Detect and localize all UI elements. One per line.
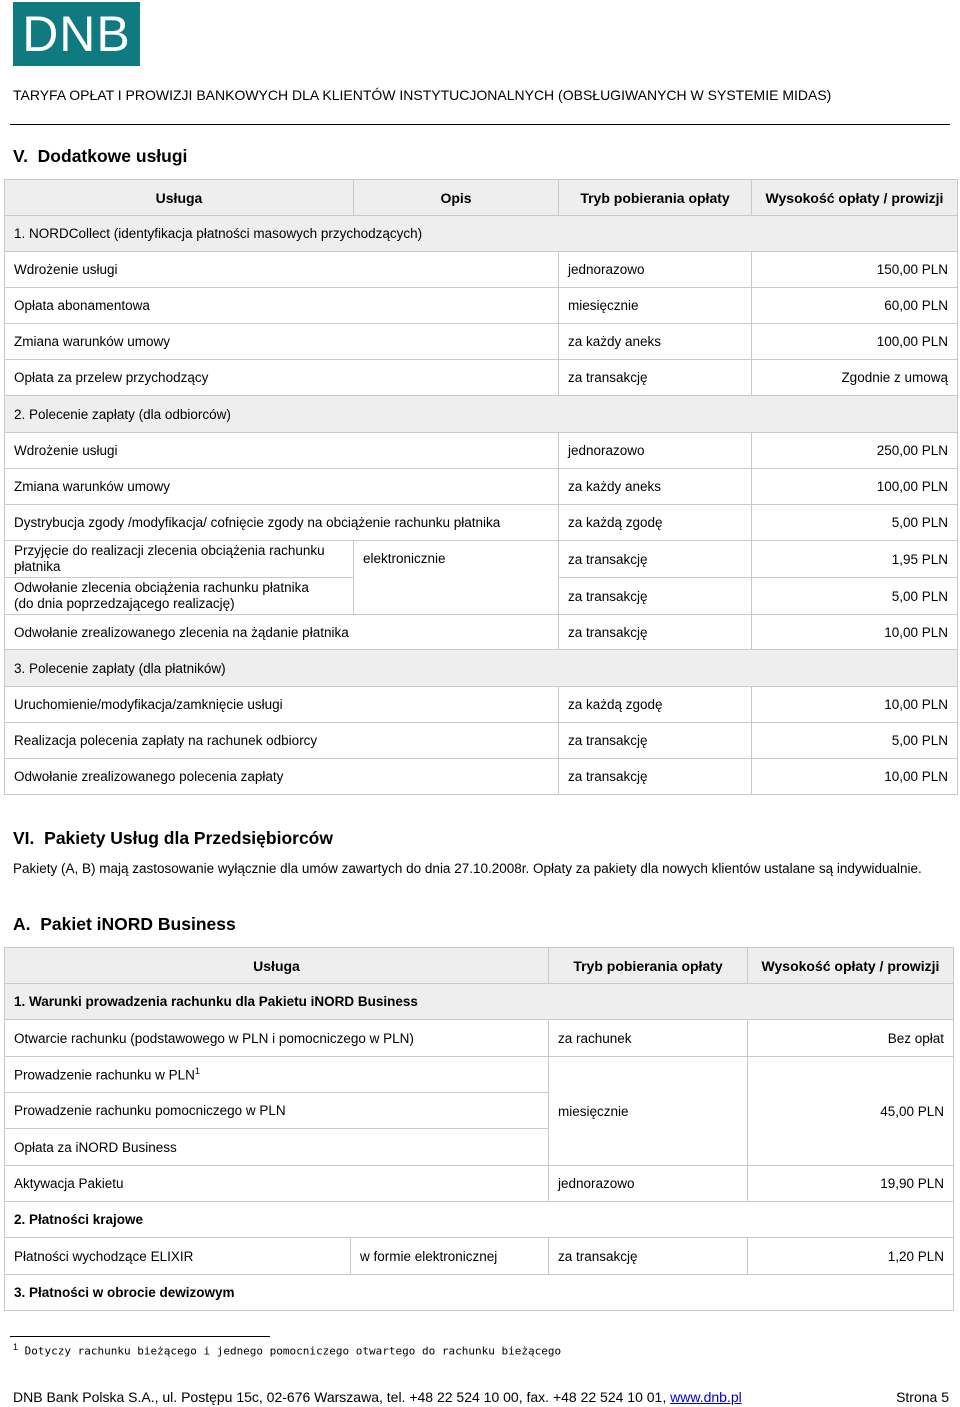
footnote-divider xyxy=(10,1336,270,1337)
group-title: 2. Polecenie zapłaty (dla odbiorców) xyxy=(5,396,958,433)
service-cell: Płatności wychodzące ELIXIR xyxy=(5,1238,351,1275)
amount-cell: 5,00 PLN xyxy=(752,505,958,541)
service-cell: Opłata za przelew przychodzący xyxy=(5,360,559,396)
section-vi-heading xyxy=(13,828,333,849)
table-row xyxy=(5,469,958,505)
service-line: (do dnia poprzedzającego realizację) xyxy=(14,596,235,611)
amount-cell: 10,00 PLN xyxy=(752,615,958,650)
footnote-text: Dotyczy rachunku bieżącego i jednego pomocniczego otwartego do rachunku bieżącego xyxy=(24,1344,562,1358)
col-header-description: Opis xyxy=(354,180,559,216)
amount-cell: 5,00 PLN xyxy=(752,723,958,759)
amount-cell: 19,90 PLN xyxy=(748,1166,954,1202)
col-header-amount: Wysokość opłaty / prowizji xyxy=(748,948,954,984)
description-cell: w formie elektronicznej xyxy=(351,1238,549,1275)
website-link[interactable]: www.dnb.pl xyxy=(670,1389,742,1405)
table-row xyxy=(5,541,958,578)
mode-cell: za transakcję xyxy=(559,541,752,578)
table-row xyxy=(5,1166,954,1202)
amount-cell: 1,95 PLN xyxy=(752,541,958,578)
table-row xyxy=(5,687,958,723)
section-title: Dodatkowe usługi xyxy=(37,146,188,166)
service-cell: Otwarcie rachunku (podstawowego w PLN i pomocniczego w PLN) xyxy=(5,1020,549,1057)
amount-cell: 10,00 PLN xyxy=(752,687,958,723)
subsection-a-heading xyxy=(13,914,236,935)
col-header-service: Usługa xyxy=(5,948,549,984)
footnote-marker: 1 xyxy=(194,1066,200,1077)
footer-address xyxy=(13,1389,742,1405)
mode-cell: za każdą zgodę xyxy=(559,687,752,723)
dnb-logo: DNB xyxy=(13,2,140,66)
section-number: V. xyxy=(13,146,28,166)
document-title: TARYFA OPŁAT I PROWIZJI BANKOWYCH DLA KLIENTÓW INSTYTUCJONALNYCH (OBSŁUGIWANYCH W SYSTEMIE MIDAS) xyxy=(13,87,832,103)
mode-cell: jednorazowo xyxy=(559,252,752,288)
service-line: Przyjęcie do realizacji zlecenia obciążenia rachunku xyxy=(14,543,325,558)
group-title: 3. Polecenie zapłaty (dla płatników) xyxy=(5,650,958,687)
table-header-row xyxy=(5,180,958,216)
service-cell: Odwołanie zrealizowanego polecenia zapłaty xyxy=(5,759,559,795)
service-label: Prowadzenie rachunku w PLN xyxy=(14,1067,195,1083)
subsection-number: A. xyxy=(13,914,31,934)
section-number: VI. xyxy=(13,828,35,848)
col-header-amount: Wysokość opłaty / prowizji xyxy=(752,180,958,216)
service-cell: Uruchomienie/modyfikacja/zamknięcie usługi xyxy=(5,687,559,723)
group-title: 3. Płatności w obrocie dewizowym xyxy=(5,1275,954,1311)
service-cell: Prowadzenie rachunku pomocniczego w PLN xyxy=(5,1093,549,1129)
amount-cell: 45,00 PLN xyxy=(748,1057,954,1166)
mode-cell: za transakcję xyxy=(559,360,752,396)
table-row xyxy=(5,1020,954,1057)
amount-cell: 250,00 PLN xyxy=(752,433,958,469)
page-number: Strona 5 xyxy=(896,1389,949,1405)
mode-cell: za rachunek xyxy=(549,1020,748,1057)
group-row xyxy=(5,1275,954,1311)
mode-cell: za każdy aneks xyxy=(559,324,752,360)
group-row xyxy=(5,1202,954,1238)
col-header-mode: Tryb pobierania opłaty xyxy=(549,948,748,984)
header-divider xyxy=(10,124,950,125)
group-row xyxy=(5,396,958,433)
table-row xyxy=(5,505,958,541)
service-cell: Odwołanie zrealizowanego zlecenia na żądanie płatnika xyxy=(5,615,559,650)
mode-cell: za transakcję xyxy=(559,759,752,795)
amount-cell: Zgodnie z umową xyxy=(752,360,958,396)
amount-cell: Bez opłat xyxy=(748,1020,954,1057)
mode-cell: za transakcję xyxy=(559,578,752,615)
service-cell: Opłata abonamentowa xyxy=(5,288,559,324)
additional-services-table xyxy=(4,179,958,795)
packages-note: Pakiety (A, B) mają zastosowanie wyłącznie dla umów zawartych do dnia 27.10.2008r. Opłaty za pakiety dla nowych klientów ustalane są indywidualnie. xyxy=(13,861,922,876)
group-title: 1. Warunki prowadzenia rachunku dla Pakietu iNORD Business xyxy=(5,984,954,1020)
amount-cell: 5,00 PLN xyxy=(752,578,958,615)
service-cell: Opłata za iNORD Business xyxy=(5,1129,549,1166)
table-header-row xyxy=(5,948,954,984)
mode-cell: za każdy aneks xyxy=(559,469,752,505)
mode-cell: za transakcję xyxy=(559,615,752,650)
service-line: Odwołanie zlecenia obciążenia rachunku płatnika xyxy=(14,580,309,595)
description-cell: elektronicznie xyxy=(354,541,559,615)
service-cell xyxy=(5,541,354,578)
amount-cell: 100,00 PLN xyxy=(752,324,958,360)
mode-cell: miesięcznie xyxy=(559,288,752,324)
mode-cell: za transakcję xyxy=(559,723,752,759)
table-row xyxy=(5,288,958,324)
amount-cell: 60,00 PLN xyxy=(752,288,958,324)
footnote-marker: 1 xyxy=(13,1342,19,1352)
service-line: płatnika xyxy=(14,559,61,574)
table-row xyxy=(5,723,958,759)
table-row xyxy=(5,360,958,396)
inord-business-table xyxy=(4,947,954,1311)
service-cell: Dystrybucja zgody /modyfikacja/ cofnięcie zgody na obciążenie rachunku płatnika xyxy=(5,505,559,541)
table-row xyxy=(5,324,958,360)
mode-cell: jednorazowo xyxy=(559,433,752,469)
table-row xyxy=(5,615,958,650)
group-row xyxy=(5,650,958,687)
service-cell xyxy=(5,1057,549,1093)
section-title: Pakiety Usług dla Przedsiębiorców xyxy=(44,828,333,848)
amount-cell: 100,00 PLN xyxy=(752,469,958,505)
col-header-mode: Tryb pobierania opłaty xyxy=(559,180,752,216)
service-cell: Aktywacja Pakietu xyxy=(5,1166,549,1202)
amount-cell: 1,20 PLN xyxy=(748,1238,954,1275)
table-row xyxy=(5,759,958,795)
group-row xyxy=(5,216,958,252)
service-cell: Wdrożenie usługi xyxy=(5,252,559,288)
service-cell: Realizacja polecenia zapłaty na rachunek odbiorcy xyxy=(5,723,559,759)
table-row xyxy=(5,252,958,288)
mode-cell: jednorazowo xyxy=(549,1166,748,1202)
subsection-title: Pakiet iNORD Business xyxy=(40,914,236,934)
group-title: 1. NORDCollect (identyfikacja płatności masowych przychodzących) xyxy=(5,216,958,252)
table-row xyxy=(5,1057,954,1093)
section-v-heading xyxy=(13,146,187,167)
group-row xyxy=(5,984,954,1020)
amount-cell: 150,00 PLN xyxy=(752,252,958,288)
service-cell: Zmiana warunków umowy xyxy=(5,469,559,505)
service-cell xyxy=(5,578,354,615)
footnote xyxy=(13,1342,561,1358)
mode-cell: miesięcznie xyxy=(549,1057,748,1166)
mode-cell: za każdą zgodę xyxy=(559,505,752,541)
col-header-service: Usługa xyxy=(5,180,354,216)
footer-address-text: DNB Bank Polska S.A., ul. Postępu 15c, 02-676 Warszawa, tel. +48 22 524 10 00, fax. +48 22 524 10 01, xyxy=(13,1389,671,1405)
service-cell: Zmiana warunków umowy xyxy=(5,324,559,360)
table-row xyxy=(5,1238,954,1275)
amount-cell: 10,00 PLN xyxy=(752,759,958,795)
mode-cell: za transakcję xyxy=(549,1238,748,1275)
group-title: 2. Płatności krajowe xyxy=(5,1202,954,1238)
service-cell: Wdrożenie usługi xyxy=(5,433,559,469)
table-row xyxy=(5,433,958,469)
